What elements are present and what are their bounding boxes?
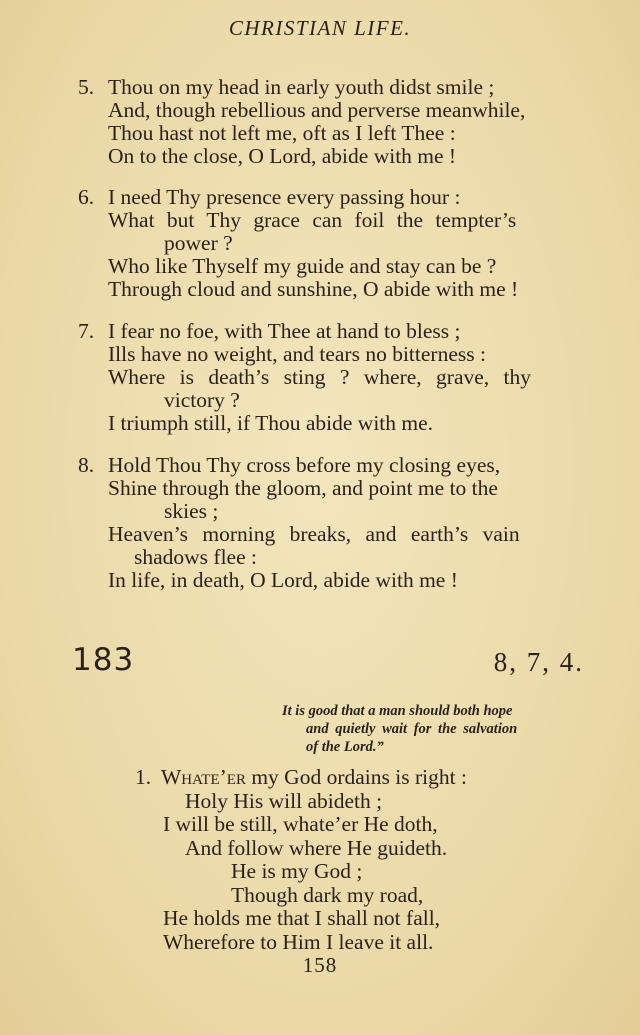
stanza-8 <box>78 454 598 592</box>
verse-line: Holy His will abideth ; <box>185 788 383 813</box>
verse-line: Though dark my road, <box>231 882 424 907</box>
hymn-number: 183 <box>72 642 135 678</box>
stanza-number: 5. <box>78 75 95 99</box>
verse-number: 1. <box>135 765 152 789</box>
stanza-number: 6. <box>78 185 95 209</box>
verse-line: I triumph still, if Thou abide with me. <box>108 411 434 435</box>
stanza-number: 8. <box>78 453 95 477</box>
verse-line: Wherefore to Him I leave it all. <box>163 929 434 954</box>
verse-line: I fear no foe, with Thee at hand to bless ; <box>108 319 461 343</box>
verse-line: And follow where He guideth. <box>185 835 448 860</box>
hymn-verse-1 <box>135 766 467 954</box>
verse-line: Heaven’s morning breaks, and earth’s vain <box>108 522 520 546</box>
verse-line: power ? <box>164 231 233 255</box>
page-number: 158 <box>302 953 338 977</box>
stanza-7 <box>78 320 598 435</box>
verse-line: He holds me that I shall not fall, <box>163 906 441 930</box>
epigraph <box>282 702 582 756</box>
stanza-5 <box>78 76 598 168</box>
verse-line: Thou hast not left me, oft as I left Thee : <box>108 121 456 145</box>
verse-line: Hold Thou Thy cross before my closing eyes, <box>108 453 501 477</box>
verse-line: Who like Thyself my guide and stay can be ? <box>108 254 497 278</box>
verse-line: On to the close, O Lord, abide with me ! <box>108 144 457 168</box>
hymn-meter: 8, 7, 4. <box>493 647 584 677</box>
verse-line: I will be still, whate’er He doth, <box>163 812 438 836</box>
verse-line: Where is death’s sting ? where, grave, thy <box>108 365 531 389</box>
running-title: CHRISTIAN LIFE. <box>228 16 412 40</box>
verse-line: I need Thy presence every passing hour : <box>108 185 461 209</box>
epigraph-line: and quietly wait for the salvation <box>306 721 518 737</box>
epigraph-line: of the Lord.” <box>306 739 384 755</box>
verse-line: shadows flee : <box>134 545 257 569</box>
verse-line: Through cloud and sunshine, O abide with me ! <box>108 277 519 301</box>
stanza-number: 7. <box>78 319 95 343</box>
verse-line: my God ordains is right : <box>251 765 467 789</box>
verse-line: What but Thy grace can foil the tempter’s <box>108 208 517 232</box>
verse-line: In life, in death, O Lord, abide with me ! <box>108 568 458 592</box>
verse-line: Ills have no weight, and tears no bitterness : <box>108 342 486 366</box>
verse-line: And, though rebellious and perverse meanwhile, <box>108 98 526 122</box>
first-word: Whate’er <box>161 765 246 789</box>
stanza-6 <box>78 186 598 301</box>
verse-line: Shine through the gloom, and point me to the <box>108 476 498 500</box>
verse-line: victory ? <box>164 388 240 412</box>
verse-line: Thou on my head in early youth didst smile ; <box>108 75 495 99</box>
epigraph-line: It is good that a man should both hope <box>282 703 513 719</box>
verse-line: He is my God ; <box>231 859 363 883</box>
verse-line: skies ; <box>164 499 219 523</box>
